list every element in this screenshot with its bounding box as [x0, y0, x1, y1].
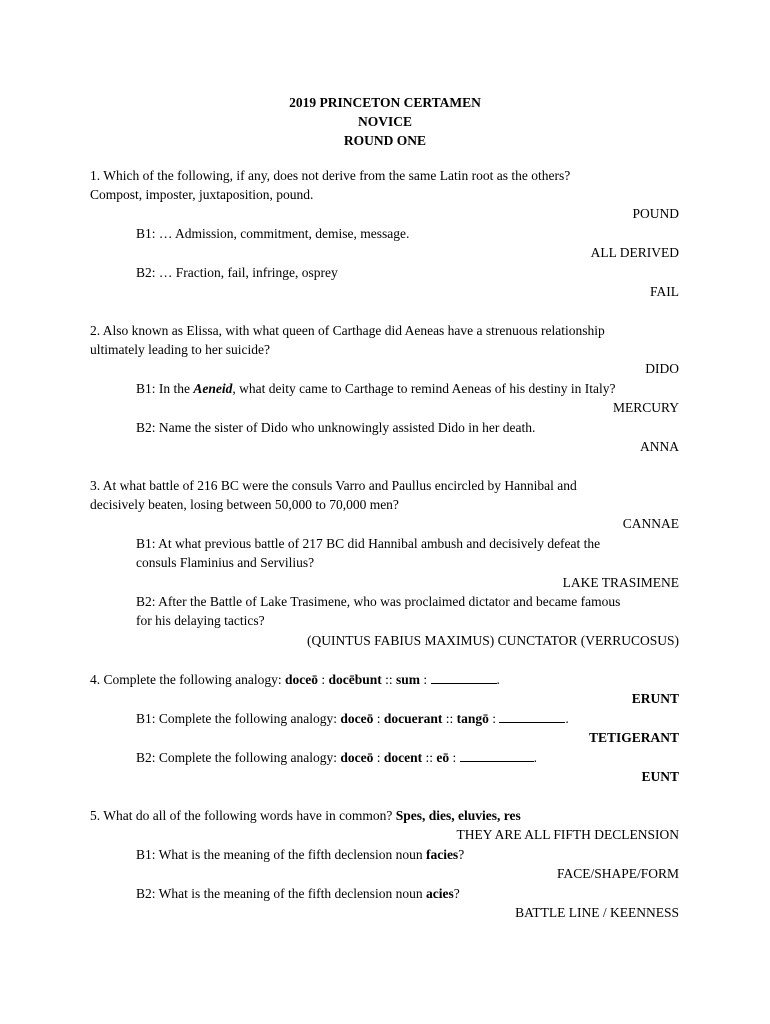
q5-bonus1-prefix: B1: What is the meaning of the fifth declension noun	[136, 847, 426, 862]
q3-bonus1-line2: consuls Flaminius and Servilius?	[136, 555, 315, 570]
q5-bonus1-qmark: ?	[458, 847, 465, 862]
q5-bonus1-answer: FACE/SHAPE/FORM	[556, 866, 679, 881]
q4-tossup	[90, 670, 500, 690]
q5-bonus2-prefix: B2: What is the meaning of the fifth declension noun	[136, 886, 426, 901]
division-label: NOVICE	[357, 114, 412, 129]
q4-bonus1-sep-2: ::	[442, 711, 457, 726]
q4-bonus2-sep-2: ::	[422, 750, 437, 765]
q5-answer: THEY ARE ALL FIFTH DECLENSION	[456, 827, 679, 842]
q4-sep-3: :	[420, 672, 431, 687]
q4-bonus2-answer: EUNT	[641, 769, 679, 784]
q4-word-1: doceō	[284, 672, 318, 687]
q4-sep-1: :	[317, 672, 329, 687]
q5-bonus2-word: acies	[425, 886, 454, 901]
q4-bonus1-word-1: doceō	[340, 711, 374, 726]
q4-answer: ERUNT	[631, 691, 679, 706]
q1-bonus1-answer: ALL DERIVED	[590, 245, 679, 260]
q3-answer: CANNAE	[622, 516, 679, 531]
q2-bonus1	[136, 379, 616, 399]
answer-blank	[431, 672, 497, 684]
q4-bonus1-prefix: B1: Complete the following analogy:	[136, 711, 341, 726]
q4-sep-2: ::	[381, 672, 397, 687]
q2-bonus1-prefix: B1: In the	[136, 381, 194, 396]
q3-bonus2-line1: B2: After the Battle of Lake Trasimene, who was proclaimed dictator and became famous	[136, 594, 621, 609]
q4-bonus1-end: .	[565, 711, 569, 726]
q3-tossup-line1: 3. At what battle of 216 BC were the consuls Varro and Paullus encircled by Hannibal and	[90, 478, 577, 493]
q4-bonus2-sep-1: :	[373, 750, 384, 765]
q2-answer: DIDO	[645, 361, 679, 376]
q4-bonus2	[136, 748, 537, 768]
q4-bonus2-sep-3: :	[449, 750, 460, 765]
q4-bonus1-answer: TETIGERANT	[588, 730, 679, 745]
answer-blank	[460, 750, 534, 762]
q1-bonus2: B2: … Fraction, fail, infringe, osprey	[136, 265, 338, 280]
q5-tossup-prefix: 5. What do all of the following words have in common?	[90, 808, 396, 823]
q5-bonus2-qmark: ?	[453, 886, 460, 901]
answer-blank	[499, 711, 565, 723]
q4-bonus1-word-3: tangō	[456, 711, 489, 726]
q3-bonus2-line2: for his delaying tactics?	[136, 613, 265, 628]
q4-tossup-prefix: 4. Complete the following analogy:	[90, 672, 285, 687]
q4-bonus2-word-3: eō	[436, 750, 450, 765]
q5-bonus1	[136, 845, 464, 865]
q5-bonus2-answer: BATTLE LINE / KEENNESS	[515, 905, 679, 920]
q3-bonus1-answer: LAKE TRASIMENE	[562, 575, 679, 590]
round-label: ROUND ONE	[343, 133, 427, 148]
q4-bonus2-end: .	[533, 750, 538, 765]
q1-bonus2-answer: FAIL	[650, 284, 679, 299]
q5-bonus1-word: facies	[425, 847, 459, 862]
q3-bonus2-answer: (QUINTUS FABIUS MAXIMUS) CUNCTATOR (VERRUCOSUS)	[307, 633, 679, 648]
q1-tossup-line1: 1. Which of the following, if any, does not derive from the same Latin root as the others?	[90, 168, 571, 183]
q1-tossup-line2: Compost, imposter, juxtaposition, pound.	[90, 187, 314, 202]
q4-bonus2-word-1: doceō	[340, 750, 374, 765]
q5-bonus2	[136, 884, 460, 904]
q2-bonus2-answer: ANNA	[640, 439, 679, 454]
q2-bonus1-answer: MERCURY	[612, 400, 679, 415]
q5-tossup	[90, 806, 521, 826]
q2-bonus2: B2: Name the sister of Dido who unknowingly assisted Dido in her death.	[136, 420, 536, 435]
q4-word-2: docēbunt	[328, 672, 382, 687]
q3-tossup-line2: decisively beaten, losing between 50,000 to 70,000 men?	[90, 497, 399, 512]
q4-bonus2-prefix: B2: Complete the following analogy:	[136, 750, 341, 765]
q5-words: Spes, dies, eluvies, res	[395, 808, 521, 823]
q1-answer: POUND	[632, 206, 679, 221]
q4-bonus1-word-2: docuerant	[383, 711, 443, 726]
q4-word-3: sum	[396, 672, 421, 687]
q2-tossup-line1: 2. Also known as Elissa, with what queen of Carthage did Aeneas have a strenuous relationship	[90, 323, 605, 338]
q4-bonus1-sep-1: :	[373, 711, 384, 726]
q4-bonus1	[136, 709, 569, 729]
q2-tossup-line2: ultimately leading to her suicide?	[90, 342, 270, 357]
q4-end: .	[496, 672, 500, 687]
aeneid-title: Aeneid	[193, 381, 233, 396]
q1-bonus1: B1: … Admission, commitment, demise, message.	[136, 226, 410, 241]
document-title: 2019 PRINCETON CERTAMEN	[289, 95, 481, 110]
q2-bonus1-suffix: , what deity came to Carthage to remind Aeneas of his destiny in Italy?	[232, 381, 616, 396]
q3-bonus1-line1: B1: At what previous battle of 217 BC did Hannibal ambush and decisively defeat the	[136, 536, 601, 551]
q4-bonus1-sep-3: :	[488, 711, 500, 726]
q4-bonus2-word-2: docent	[383, 750, 423, 765]
